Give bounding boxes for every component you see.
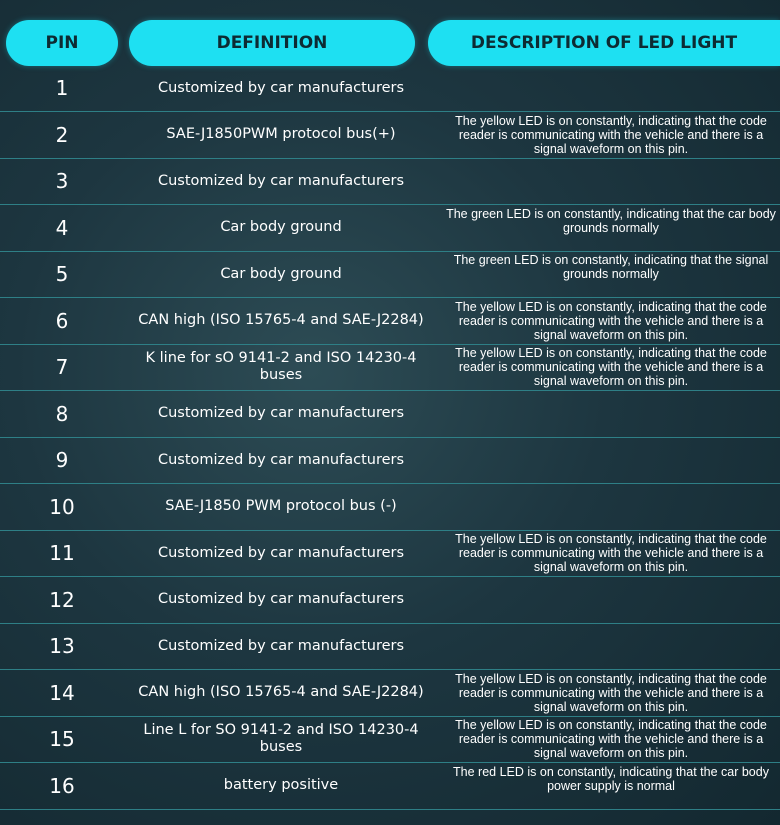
led-description: The green LED is on constantly, indicating that the signal grounds normally bbox=[453, 253, 769, 281]
table-row bbox=[0, 763, 780, 810]
table-row bbox=[0, 158, 780, 205]
pin-number: 10 bbox=[49, 494, 75, 519]
table-row bbox=[0, 298, 780, 345]
header-pin: PIN bbox=[6, 20, 118, 66]
pin-definition: Customized by car manufacturers bbox=[157, 405, 405, 421]
pin-number: 2 bbox=[55, 122, 69, 147]
led-description: The yellow LED is on constantly, indicating that the code reader is communicating with the vehicle and there is a signal waveform on this pin. bbox=[455, 113, 767, 156]
pin-definition: Customized by car manufacturers bbox=[157, 79, 405, 96]
led-description: The yellow LED is on constantly, indicating that the code reader is communicating with the vehicle and there is a signal waveform on this pin. bbox=[455, 346, 767, 388]
table-row bbox=[0, 577, 780, 624]
table-row bbox=[0, 484, 780, 531]
table-row bbox=[0, 112, 780, 159]
pin-number: 12 bbox=[49, 587, 75, 612]
pin-number: 7 bbox=[55, 355, 69, 379]
pin-number: 5 bbox=[55, 262, 69, 286]
led-description: The yellow LED is on constantly, indicating that the code reader is communicating with the vehicle and there is a signal waveform on this pin. bbox=[455, 718, 767, 760]
pin-definition: SAE-J1850 PWM protocol bus (-) bbox=[165, 498, 397, 514]
header-definition: DEFINITION bbox=[129, 20, 415, 66]
table-row bbox=[0, 530, 780, 577]
table-header bbox=[0, 20, 780, 66]
led-description: The yellow LED is on constantly, indicating that the code reader is communicating with the vehicle and there is a signal waveform on this pin. bbox=[455, 671, 767, 714]
pin-number: 9 bbox=[55, 448, 69, 472]
table-row bbox=[0, 391, 780, 438]
pin-definition: battery positive bbox=[223, 777, 339, 793]
pin-definition: Customized by car manufacturers bbox=[157, 637, 405, 654]
pin-number: 16 bbox=[49, 773, 75, 798]
table-row bbox=[0, 251, 780, 298]
pin-definition: Car body ground bbox=[220, 265, 342, 282]
table-row bbox=[0, 205, 780, 252]
header-description: DESCRIPTION OF LED LIGHT bbox=[428, 20, 780, 66]
pin-definition: K line for sO 9141-2 and ISO 14230-4 buses bbox=[145, 350, 417, 383]
table-row bbox=[0, 716, 780, 763]
pin-number: 13 bbox=[49, 634, 75, 658]
pin-number: 6 bbox=[55, 308, 69, 333]
table-row bbox=[0, 65, 780, 112]
pin-number: 15 bbox=[49, 727, 75, 751]
led-description: The yellow LED is on constantly, indicating that the code reader is communicating with the vehicle and there is a signal waveform on this pin. bbox=[455, 532, 767, 574]
led-description: The green LED is on constantly, indicating that the car body grounds normally bbox=[446, 206, 776, 235]
pin-number: 11 bbox=[49, 541, 75, 565]
pin-definition: Customized by car manufacturers bbox=[157, 591, 405, 607]
led-description: The red LED is on constantly, indicating that the car body power supply is normal bbox=[453, 764, 769, 793]
pin-definition: Line L for SO 9141-2 and ISO 14230-4 buses bbox=[143, 722, 419, 755]
pin-definition: CAN high (ISO 15765-4 and SAE-J2284) bbox=[138, 312, 424, 328]
pin-definition: Customized by car manufacturers bbox=[157, 451, 405, 468]
pin-number: 14 bbox=[49, 680, 75, 705]
pin-number: 1 bbox=[55, 76, 69, 100]
pin-definition: Car body ground bbox=[220, 219, 342, 235]
table-row bbox=[0, 670, 780, 717]
pin-number: 3 bbox=[55, 169, 69, 193]
pin-number: 4 bbox=[55, 215, 69, 240]
table-row bbox=[0, 623, 780, 670]
pin-definition: SAE-J1850PWM protocol bus(+) bbox=[166, 126, 396, 142]
table-row bbox=[0, 344, 780, 391]
pin-number: 8 bbox=[55, 401, 69, 426]
pin-definition: CAN high (ISO 15765-4 and SAE-J2284) bbox=[138, 684, 424, 700]
led-description: The yellow LED is on constantly, indicating that the code reader is communicating with the vehicle and there is a signal waveform on this pin. bbox=[455, 299, 767, 342]
pin-definition: Customized by car manufacturers bbox=[157, 544, 405, 561]
pin-definition: Customized by car manufacturers bbox=[157, 172, 405, 189]
table-row bbox=[0, 437, 780, 484]
